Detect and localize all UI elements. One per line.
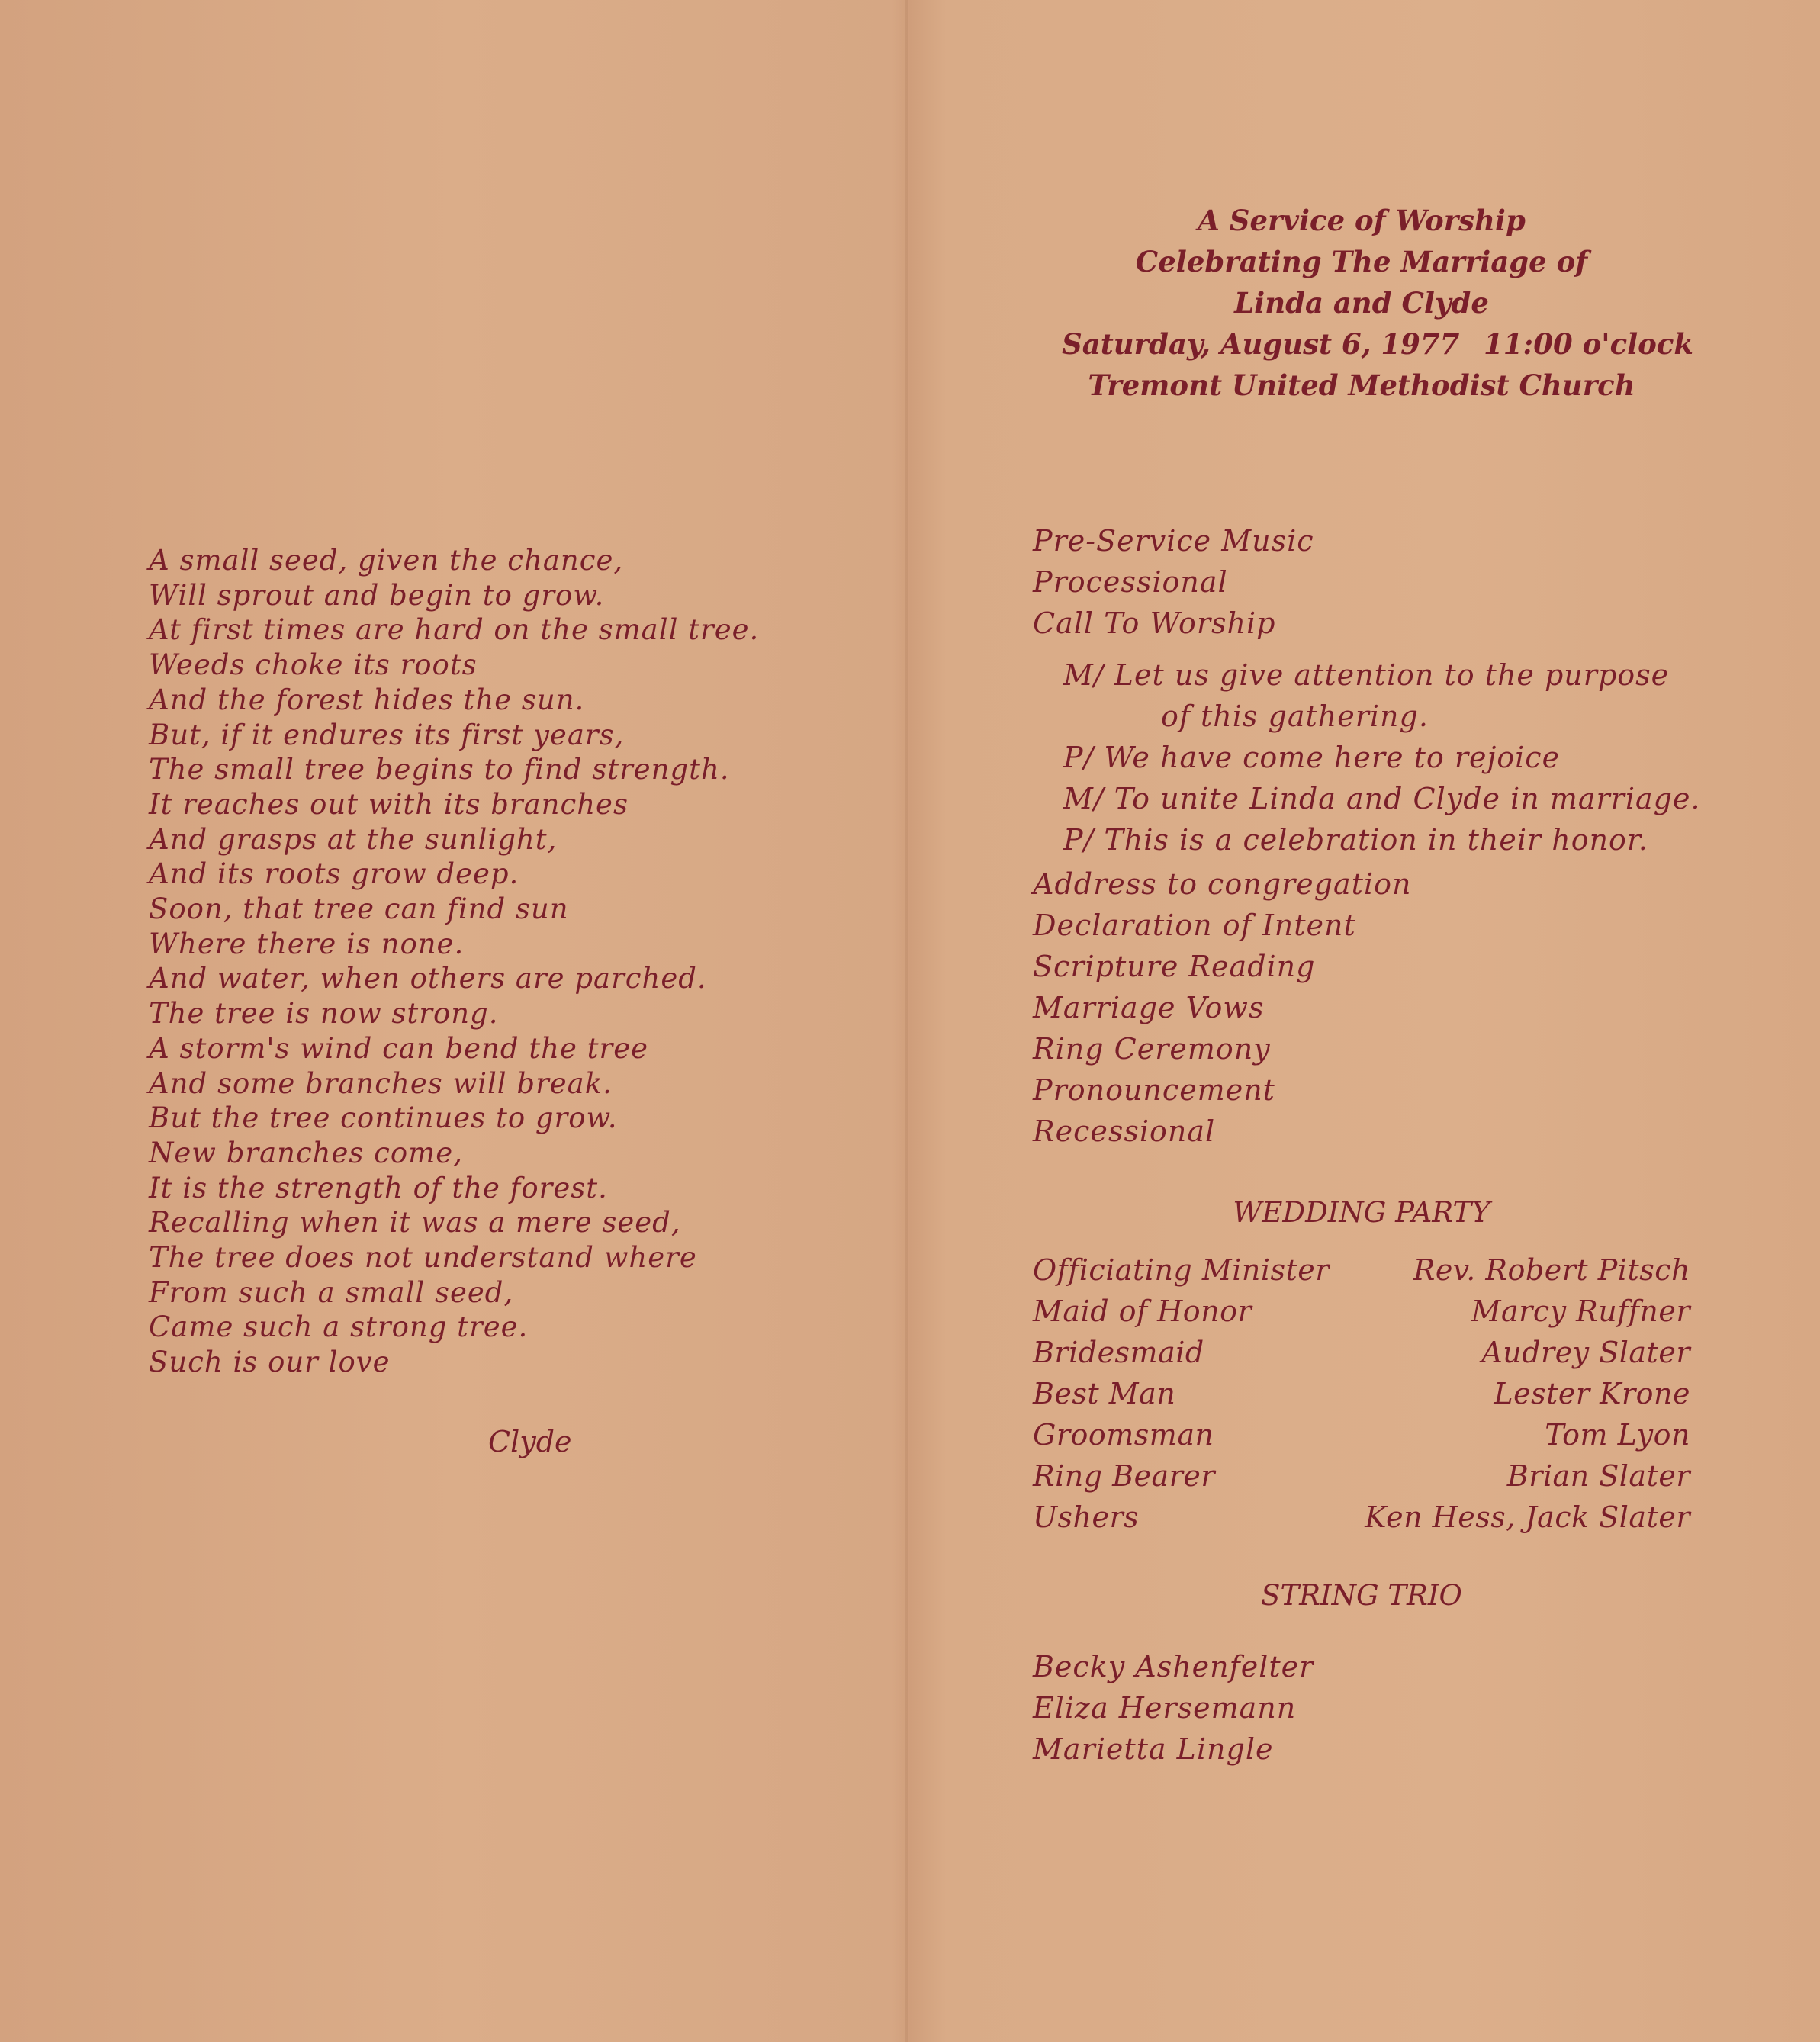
service-item: Recessional	[1033, 1114, 1216, 1148]
poem-line: And its roots grow deep.	[149, 857, 519, 891]
musician-name: Eliza Hersemann	[1033, 1691, 1297, 1725]
litany-line: P/ We have come here to rejoice	[1063, 741, 1561, 774]
poem-line: Recalling when it was a mere seed,	[149, 1206, 681, 1240]
service-header	[1030, 200, 1693, 406]
poem-line: Came such a strong tree.	[149, 1310, 529, 1344]
poem-line: From such a small seed,	[149, 1275, 514, 1309]
party-role: Officiating Minister	[1033, 1253, 1330, 1287]
service-item: Pre-Service Music	[1033, 524, 1314, 558]
poem-line: The small tree begins to find strength.	[149, 753, 730, 786]
party-role: Maid of Honor	[1033, 1294, 1252, 1328]
party-role: Ring Bearer	[1033, 1459, 1216, 1493]
poem-line: The tree does not understand where	[149, 1241, 697, 1275]
service-item: Scripture Reading	[1033, 950, 1316, 983]
party-row	[1033, 1414, 1690, 1455]
service-item: Call To Worship	[1033, 606, 1276, 640]
poem-line: And water, when others are parched.	[149, 962, 707, 995]
poem-line: Will sprout and begin to grow.	[149, 578, 605, 612]
service-item: Declaration of Intent	[1033, 908, 1356, 942]
poem-line: But, if it endures its first years,	[149, 718, 625, 751]
poem-line: Soon, that tree can find sun	[149, 892, 569, 926]
poem-signature: Clyde	[488, 1425, 572, 1458]
poem-line: It is the strength of the forest.	[149, 1171, 608, 1204]
poem-line: New branches come,	[149, 1136, 463, 1169]
musician-name: Marietta Lingle	[1033, 1732, 1274, 1766]
service-item: Marriage Vows	[1033, 991, 1265, 1024]
party-row	[1033, 1291, 1690, 1332]
poem	[149, 543, 835, 1380]
litany-line: M/ Let us give attention to the purpose	[1063, 658, 1670, 692]
musician-name: Becky Ashenfelter	[1033, 1650, 1314, 1683]
party-role: Bridesmaid	[1033, 1336, 1204, 1369]
service-item: Pronouncement	[1033, 1073, 1275, 1107]
venue: Tremont United Methodist Church	[1088, 368, 1635, 402]
litany-line: M/ To unite Linda and Clyde in marriage.	[1063, 782, 1701, 815]
service-item: Address to congregation	[1033, 867, 1412, 901]
party-row	[1033, 1249, 1690, 1291]
poem-line: A small seed, given the chance,	[149, 544, 624, 577]
party-name: Lester Krone	[1494, 1377, 1690, 1410]
poem-line: It reaches out with its branches	[149, 787, 629, 821]
litany-line: P/ This is a celebration in their honor.	[1063, 823, 1648, 857]
couple-names: Linda and Clyde	[1234, 286, 1489, 320]
service-date: Saturday, August 6, 1977	[1062, 327, 1460, 361]
party-row	[1033, 1332, 1690, 1373]
call-to-worship-litany	[1033, 654, 1719, 860]
party-name: Audrey Slater	[1481, 1336, 1690, 1369]
party-name: Ken Hess, Jack Slater	[1365, 1500, 1690, 1534]
poem-line: A storm's wind can bend the tree	[149, 1031, 649, 1065]
party-role: Ushers	[1033, 1500, 1140, 1534]
poem-line: Weeds choke its roots	[149, 648, 478, 682]
header-title: A Service of Worship	[1198, 204, 1526, 237]
litany-line: of this gathering.	[1161, 699, 1429, 733]
service-item: Processional	[1033, 565, 1228, 599]
poem-line: Such is our love	[149, 1346, 391, 1379]
wedding-party-heading: WEDDING PARTY	[1233, 1196, 1490, 1229]
string-trio-list	[1033, 1646, 1314, 1770]
party-name: Rev. Robert Pitsch	[1413, 1253, 1690, 1287]
poem-line: At first times are hard on the small tree.	[149, 613, 760, 647]
party-name: Tom Lyon	[1545, 1418, 1690, 1452]
header-subtitle: Celebrating The Marriage of	[1135, 245, 1588, 278]
poem-line: And the forest hides the sun.	[149, 683, 585, 716]
party-role: Best Man	[1033, 1377, 1176, 1410]
party-name: Brian Slater	[1506, 1459, 1690, 1493]
poem-line: And some branches will break.	[149, 1066, 613, 1100]
service-item: Ring Ceremony	[1033, 1032, 1271, 1066]
party-row	[1033, 1497, 1690, 1538]
poem-line: But the tree continues to grow.	[149, 1101, 618, 1135]
party-row	[1033, 1455, 1690, 1497]
date-time-row	[1030, 323, 1693, 365]
poem-line: Where there is none.	[149, 927, 465, 960]
poem-line: The tree is now strong.	[149, 997, 499, 1031]
wedding-party-list	[1033, 1249, 1690, 1538]
poem-line: And grasps at the sunlight,	[149, 822, 558, 856]
string-trio-heading: STRING TRIO	[1261, 1579, 1462, 1612]
party-row	[1033, 1373, 1690, 1414]
service-time: 11:00 o'clock	[1484, 327, 1693, 361]
order-of-service	[1033, 520, 1719, 1152]
party-name: Marcy Ruffner	[1471, 1294, 1690, 1328]
party-role: Groomsman	[1033, 1418, 1214, 1452]
center-fold	[905, 0, 908, 2042]
